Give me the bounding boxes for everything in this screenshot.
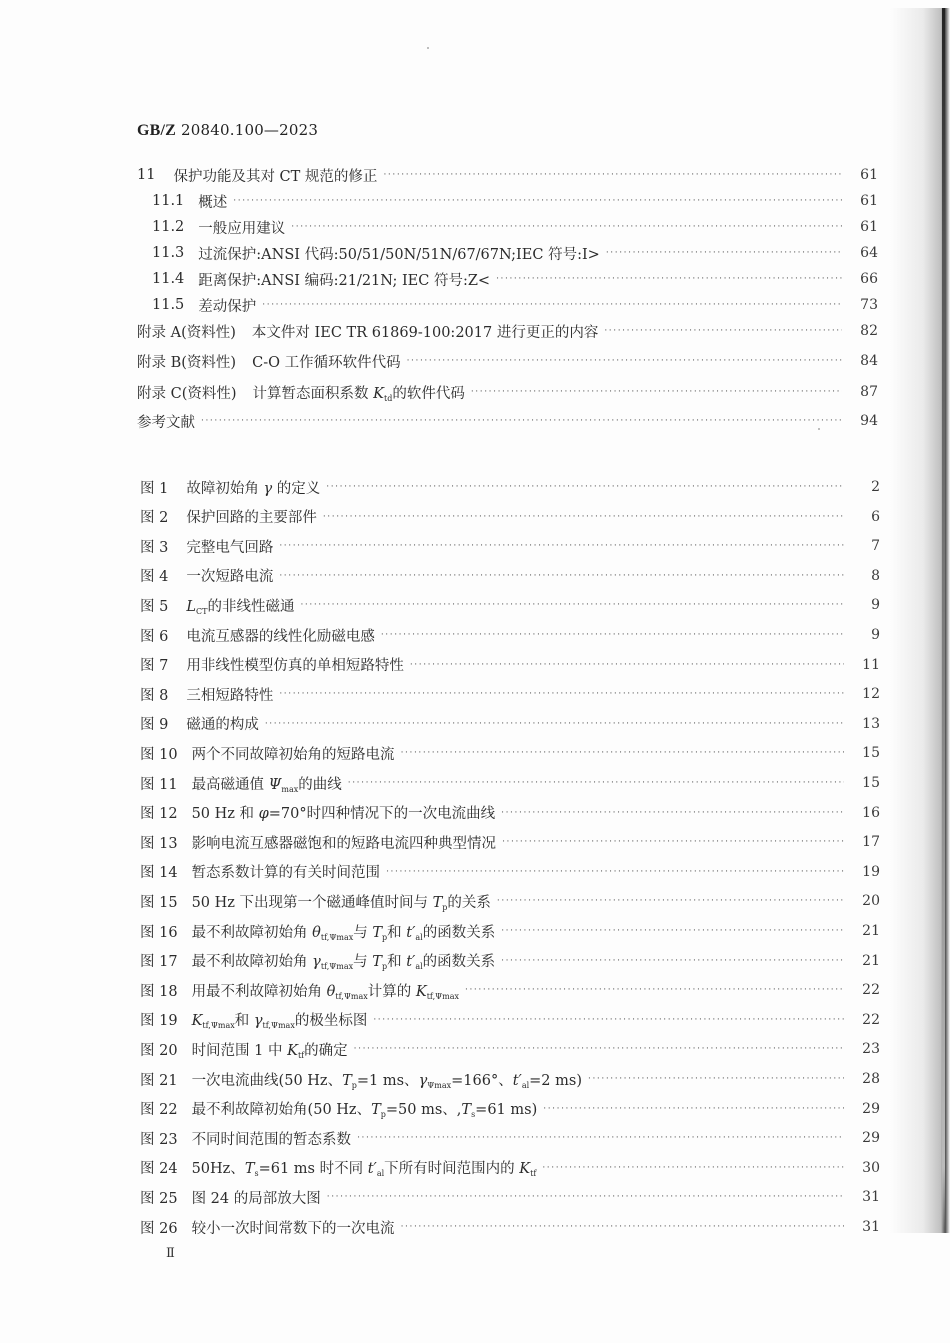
math-symbol: T <box>371 1102 381 1119</box>
page-number: 21 <box>862 952 880 969</box>
figure-entry[interactable] <box>140 565 880 587</box>
page-number: 61 <box>860 219 878 235</box>
dot-leader <box>327 1186 844 1208</box>
title-text: 最不利故障初始角 <box>191 924 313 941</box>
entry-number: 图 15 <box>140 894 178 911</box>
math-symbol: K <box>415 983 427 1000</box>
math-symbol: γ <box>253 1013 263 1030</box>
toc-entry[interactable] <box>152 216 878 238</box>
subscript-text: tf,Ψmax <box>335 991 368 1001</box>
dot-leader <box>201 410 842 432</box>
figure-entry[interactable] <box>140 772 880 794</box>
page-number: 22 <box>862 982 880 999</box>
entry-number: 11.3 <box>152 245 185 261</box>
title-text: 本文件对 IEC TR 61869-100:2017 进行更正的内容 <box>251 324 599 341</box>
page-number: 15 <box>862 745 880 762</box>
entry-number: 附录 B(资料性) <box>137 354 237 371</box>
entry-number: 11 <box>137 167 156 183</box>
dot-leader <box>233 190 842 212</box>
entry-title <box>137 411 195 432</box>
figure-entry[interactable] <box>140 1216 880 1238</box>
entry-number: 11.1 <box>152 193 185 209</box>
title-text: 的极坐标图 <box>294 1013 368 1030</box>
dot-leader <box>357 1127 844 1149</box>
scan-speck <box>818 428 820 430</box>
page-number: 20 <box>862 893 880 910</box>
figure-entry[interactable] <box>140 950 880 972</box>
toc-entry[interactable] <box>152 190 878 212</box>
title-text: =70°时四种情况下的一次电流曲线 <box>268 806 496 823</box>
title-text: 较小一次时间常数下的一次电流 <box>191 1220 395 1237</box>
dot-leader <box>501 950 844 972</box>
subscript-text: p <box>380 1110 386 1120</box>
math-symbol: T <box>372 924 383 941</box>
entry-title <box>186 713 259 734</box>
title-text: 的非线性磁通 <box>207 598 295 615</box>
math-symbol: t′ <box>367 1161 377 1178</box>
entry-number: 图 8 <box>140 687 169 704</box>
title-text: 的软件代码 <box>392 385 465 402</box>
dot-leader <box>543 1098 844 1120</box>
dot-leader <box>279 683 844 705</box>
figure-entry[interactable] <box>140 1009 880 1031</box>
entry-title <box>198 243 600 264</box>
subscript-text: p <box>351 1080 357 1090</box>
dot-leader <box>265 713 844 735</box>
math-symbol: T <box>432 894 443 911</box>
page-edge-line <box>942 8 945 1228</box>
entry-title <box>252 321 598 342</box>
title-text: 保护功能及其对 CT 规范的修正 <box>173 168 378 185</box>
title-text: 的函数关系 <box>422 924 496 941</box>
dot-leader <box>279 535 844 557</box>
dot-leader <box>373 1009 844 1031</box>
figure-entry[interactable] <box>140 1068 880 1090</box>
title-text: 距离保护:ANSI 编码:21/21N; IEC 符号:Z< <box>198 272 491 289</box>
title-text: 一般应用建议 <box>198 220 286 237</box>
dot-leader <box>471 381 842 403</box>
title-text: 完整电气回路 <box>186 539 274 556</box>
title-text: 暂态系数计算的有关时间范围 <box>191 865 381 882</box>
figure-entry[interactable] <box>140 594 880 616</box>
dot-leader <box>606 242 842 264</box>
entry-title <box>186 536 273 557</box>
title-text: 影响电流互感器磁饱和的短路电流四种典型情况 <box>191 835 497 852</box>
figure-entry[interactable] <box>140 506 880 528</box>
figure-entry[interactable] <box>140 713 880 735</box>
entry-number: 图 7 <box>140 658 169 675</box>
dot-leader <box>279 565 844 587</box>
figure-entry[interactable] <box>140 624 880 646</box>
page-number: 29 <box>862 1100 880 1117</box>
figure-entry[interactable] <box>140 920 880 942</box>
entry-title <box>198 295 256 316</box>
page-number: 94 <box>860 413 878 429</box>
math-symbol: γ <box>263 480 273 497</box>
page-number: 22 <box>862 1011 880 1028</box>
dot-leader <box>410 654 844 676</box>
title-text: 与 <box>353 924 373 941</box>
subscript-text: s <box>471 1110 476 1120</box>
page-number: 66 <box>860 271 878 287</box>
entry-number: 图 13 <box>140 835 178 852</box>
subscript-text: tf,Ψmax <box>320 962 354 972</box>
toc-entry[interactable] <box>152 242 878 264</box>
toc-entry[interactable] <box>137 410 878 432</box>
title-text: 的确定 <box>304 1042 348 1059</box>
entry-title <box>192 861 381 882</box>
title-text: 计算暂态面积系数 <box>252 385 374 402</box>
math-symbol: t′ <box>406 924 416 941</box>
entry-title <box>252 351 401 372</box>
dot-leader <box>401 742 844 764</box>
entry-title <box>186 506 317 527</box>
math-symbol: K <box>373 385 384 402</box>
subscript-text: td <box>383 393 393 403</box>
page-number: 9 <box>871 597 880 614</box>
figure-entry[interactable] <box>140 683 880 705</box>
dot-leader <box>407 350 842 372</box>
title-text: 的曲线 <box>298 776 342 793</box>
title-text: 50Hz、 <box>191 1161 245 1178</box>
entry-title <box>186 654 404 675</box>
entry-title <box>186 477 320 498</box>
math-symbol: Ψ <box>268 776 282 793</box>
title-text: 50 Hz 下出现第一个磁通峰值时间与 <box>191 894 433 911</box>
entry-number: 图 18 <box>140 983 178 1000</box>
entry-title <box>192 1069 582 1090</box>
entry-number: 11.2 <box>152 219 185 235</box>
entry-title <box>192 802 496 823</box>
subscript-text: tf <box>297 1050 305 1060</box>
page-number: 64 <box>860 245 878 261</box>
title-text: =50 ms、, <box>385 1102 462 1119</box>
entry-number: 图 22 <box>140 1102 178 1119</box>
page-number: 16 <box>862 804 880 821</box>
toc-entry[interactable] <box>152 294 878 316</box>
figure-entry[interactable] <box>140 831 880 853</box>
title-text: 不同时间范围的暂态系数 <box>191 1131 352 1148</box>
dot-leader <box>496 268 842 290</box>
title-text: C-O 工作循环软件代码 <box>252 354 401 371</box>
title-text: 的函数关系 <box>422 954 496 971</box>
title-text: 三相短路特性 <box>186 687 274 704</box>
page-number-roman: Ⅱ <box>166 1246 175 1261</box>
math-symbol: t′ <box>406 954 416 971</box>
dot-leader <box>262 294 842 316</box>
figure-entry[interactable] <box>140 1038 880 1060</box>
subscript-text: CT <box>195 606 208 616</box>
subscript-text: tf,Ψmax <box>426 991 460 1001</box>
entry-title <box>186 684 273 705</box>
math-symbol: K <box>191 1013 203 1030</box>
toc-entry[interactable] <box>152 268 878 290</box>
title-text: 差动保护 <box>198 298 257 315</box>
subscript-text: s <box>254 1169 259 1179</box>
entry-number: 图 11 <box>140 776 178 793</box>
entry-number: 附录 C(资料性) <box>137 385 237 402</box>
dot-leader <box>588 1068 844 1090</box>
page-number: 21 <box>862 923 880 939</box>
scan-speck <box>427 47 429 49</box>
title-text: 时间范围 1 中 <box>191 1042 288 1059</box>
dot-leader <box>323 506 844 528</box>
title-text: 和 <box>387 924 407 941</box>
entry-number: 图 2 <box>140 510 169 527</box>
math-symbol: T <box>461 1102 472 1119</box>
entry-number: 附录 A(资料性) <box>137 324 236 341</box>
page-number: 15 <box>862 775 880 791</box>
dot-leader <box>501 802 844 824</box>
math-symbol: K <box>519 1161 531 1178</box>
entry-number: 图 16 <box>140 924 178 941</box>
dot-leader <box>326 476 844 498</box>
entry-number: 图 14 <box>140 865 178 882</box>
entry-number: 图 10 <box>140 746 178 763</box>
entry-number: 图 9 <box>140 717 169 734</box>
page-number: 31 <box>862 1219 880 1235</box>
page-number: 13 <box>862 715 880 732</box>
page-number: 87 <box>860 384 878 400</box>
entry-title <box>198 269 490 290</box>
math-symbol: T <box>244 1161 255 1178</box>
title-text: 用最不利故障初始角 <box>191 983 327 1000</box>
entry-title <box>192 1039 348 1060</box>
entry-title <box>186 595 294 616</box>
entry-number: 图 12 <box>140 806 178 823</box>
entry-title <box>198 191 227 212</box>
entry-number: 图 25 <box>140 1190 178 1207</box>
math-symbol: γ <box>312 954 321 971</box>
entry-number: 图 1 <box>140 480 169 497</box>
entry-number: 图 19 <box>140 1013 178 1030</box>
toc-entry[interactable] <box>137 350 878 372</box>
page-number: 19 <box>862 863 880 880</box>
title-text: 与 <box>353 954 373 971</box>
subscript-text: tf,Ψmax <box>320 932 354 942</box>
figure-entry[interactable] <box>140 861 880 883</box>
title-text: 和 <box>234 1013 254 1030</box>
page-edge-shadow <box>890 8 950 1233</box>
math-symbol: T <box>342 1072 352 1089</box>
title-text: 电流互感器的线性化励磁电感 <box>186 628 375 645</box>
page-number: 31 <box>862 1189 880 1206</box>
figure-entry[interactable] <box>140 1186 880 1208</box>
entry-title <box>192 1009 368 1030</box>
entry-number: 图 24 <box>140 1161 178 1178</box>
dot-leader <box>386 861 844 883</box>
toc-entry[interactable] <box>137 381 878 403</box>
toc-entry[interactable] <box>137 164 878 186</box>
title-text: 过流保护:ANSI 代码:50/51/50N/51N/67/67N;IEC 符号:I> <box>198 246 600 263</box>
figure-entry[interactable] <box>140 742 880 764</box>
entry-number: 11.5 <box>152 297 185 313</box>
page-number: 8 <box>871 567 880 584</box>
entry-number: 图 4 <box>140 569 169 586</box>
math-symbol: K <box>287 1042 298 1059</box>
title-text: 最高磁通值 <box>191 776 269 793</box>
subscript-text: tf <box>530 1169 537 1179</box>
doc-number: 20840.100—2023 <box>181 121 319 139</box>
title-text: 一次短路电流 <box>186 569 274 586</box>
math-symbol: t′ <box>512 1072 522 1089</box>
subscript-text: tf,Ψmax <box>262 1021 295 1031</box>
subscript-text: Ψmax <box>427 1080 452 1090</box>
entry-title <box>192 1128 352 1149</box>
math-symbol: θ <box>326 983 336 1000</box>
subscript-text: al <box>521 1080 530 1090</box>
title-text: =166°、 <box>451 1072 513 1089</box>
dot-leader <box>401 1216 844 1238</box>
figure-entry[interactable] <box>140 802 880 824</box>
dot-leader <box>348 772 844 794</box>
page-number: 23 <box>862 1041 880 1058</box>
page-number: 84 <box>860 353 878 369</box>
title-text: 图 24 的局部放大图 <box>191 1190 321 1207</box>
dot-leader <box>542 1157 844 1179</box>
subscript-text: al <box>415 932 423 942</box>
subscript-text: al <box>415 962 423 972</box>
title-text: 的关系 <box>447 894 491 911</box>
toc-entry[interactable] <box>137 320 878 342</box>
dot-leader <box>383 164 842 186</box>
dot-leader <box>381 624 844 646</box>
math-symbol: φ <box>258 806 269 823</box>
entry-number: 图 5 <box>140 598 169 615</box>
entry-number: 图 21 <box>140 1072 178 1089</box>
title-text: 计算的 <box>367 983 416 1000</box>
page-number: 6 <box>871 508 880 525</box>
page-number: 11 <box>862 656 880 673</box>
subscript-text: p <box>442 902 448 912</box>
entry-title <box>192 1187 321 1208</box>
title-text: 的定义 <box>272 480 321 497</box>
figure-entry[interactable] <box>140 535 880 557</box>
dot-leader <box>502 831 844 853</box>
title-text: 保护回路的主要部件 <box>186 510 317 527</box>
subscript-text: tf,Ψmax <box>202 1021 235 1031</box>
figure-entry[interactable] <box>140 890 880 912</box>
title-text: 用非线性模型仿真的单相短路特性 <box>186 658 404 675</box>
entry-title <box>173 165 377 186</box>
entry-title <box>253 382 465 403</box>
entry-number: 11.4 <box>152 271 185 287</box>
title-text: 最不利故障初始角 <box>191 954 313 971</box>
page-number: 12 <box>862 686 880 703</box>
title-text: 一次电流曲线(50 Hz、 <box>191 1072 343 1089</box>
title-text: 磁通的构成 <box>186 717 259 734</box>
math-symbol: γ <box>418 1072 428 1089</box>
dot-leader <box>604 320 842 342</box>
title-text: 参考文献 <box>137 414 195 431</box>
title-text: 下所有时间范围内的 <box>384 1161 520 1178</box>
entry-title <box>192 773 342 794</box>
entry-title <box>192 743 395 764</box>
entry-title <box>198 217 285 238</box>
page-number: 2 <box>871 479 880 495</box>
entry-title <box>192 980 459 1001</box>
title-text: =61 ms) <box>475 1102 538 1119</box>
figure-entry[interactable] <box>140 476 880 498</box>
page-number: 9 <box>871 627 880 643</box>
page-number: 82 <box>860 323 878 339</box>
page-number: 30 <box>862 1159 880 1176</box>
entry-title <box>192 832 497 853</box>
math-symbol: θ <box>312 924 321 941</box>
entry-number: 图 26 <box>140 1220 178 1237</box>
title-text: =1 ms、 <box>356 1072 419 1089</box>
page-number: 29 <box>862 1130 880 1147</box>
dot-leader <box>501 920 844 942</box>
math-symbol: T <box>372 954 382 971</box>
doc-code: GB/Z <box>137 122 177 139</box>
dot-leader <box>354 1038 844 1060</box>
title-text: 50 Hz 和 <box>191 806 259 823</box>
entry-number: 图 17 <box>140 954 178 971</box>
title-text: 概述 <box>198 194 228 211</box>
figure-entry[interactable] <box>140 1098 880 1120</box>
title-text: =61 ms 时不同 <box>258 1161 368 1178</box>
page-number: 61 <box>860 193 878 209</box>
page-number: 7 <box>871 538 880 555</box>
entry-number: 图 20 <box>140 1042 178 1059</box>
title-text: =2 ms) <box>529 1072 582 1089</box>
page-number: 17 <box>862 834 880 851</box>
subscript-text: p <box>381 962 388 972</box>
entry-title <box>192 1157 537 1178</box>
entry-title <box>192 891 491 912</box>
subscript-text: max <box>281 784 299 794</box>
title-text: 和 <box>387 954 407 971</box>
title-text: 两个不同故障初始角的短路电流 <box>191 746 395 763</box>
subscript-text: al <box>376 1169 385 1179</box>
entry-title <box>192 950 496 971</box>
dot-leader <box>291 216 842 238</box>
dot-leader <box>465 979 844 1001</box>
page-number: 73 <box>860 297 878 313</box>
figure-entry[interactable] <box>140 1157 880 1179</box>
entry-title <box>186 565 273 586</box>
entry-title <box>186 625 375 646</box>
dot-leader <box>497 890 844 912</box>
entry-number: 图 3 <box>140 539 169 556</box>
page-number: 61 <box>860 167 878 183</box>
entry-title <box>192 1217 395 1238</box>
document-identifier <box>137 121 318 140</box>
subscript-text: p <box>382 932 388 942</box>
title-text: 故障初始角 <box>186 480 264 497</box>
math-symbol: L <box>186 598 196 615</box>
entry-title <box>192 1098 538 1119</box>
figure-entry[interactable] <box>140 654 880 676</box>
entry-number: 图 6 <box>140 628 169 645</box>
entry-number: 图 23 <box>140 1131 178 1148</box>
figure-entry[interactable] <box>140 1127 880 1149</box>
page-number: 28 <box>862 1071 880 1087</box>
figure-entry[interactable] <box>140 979 880 1001</box>
title-text: 最不利故障初始角(50 Hz、 <box>191 1102 372 1119</box>
entry-title <box>192 921 496 942</box>
dot-leader <box>300 594 844 616</box>
